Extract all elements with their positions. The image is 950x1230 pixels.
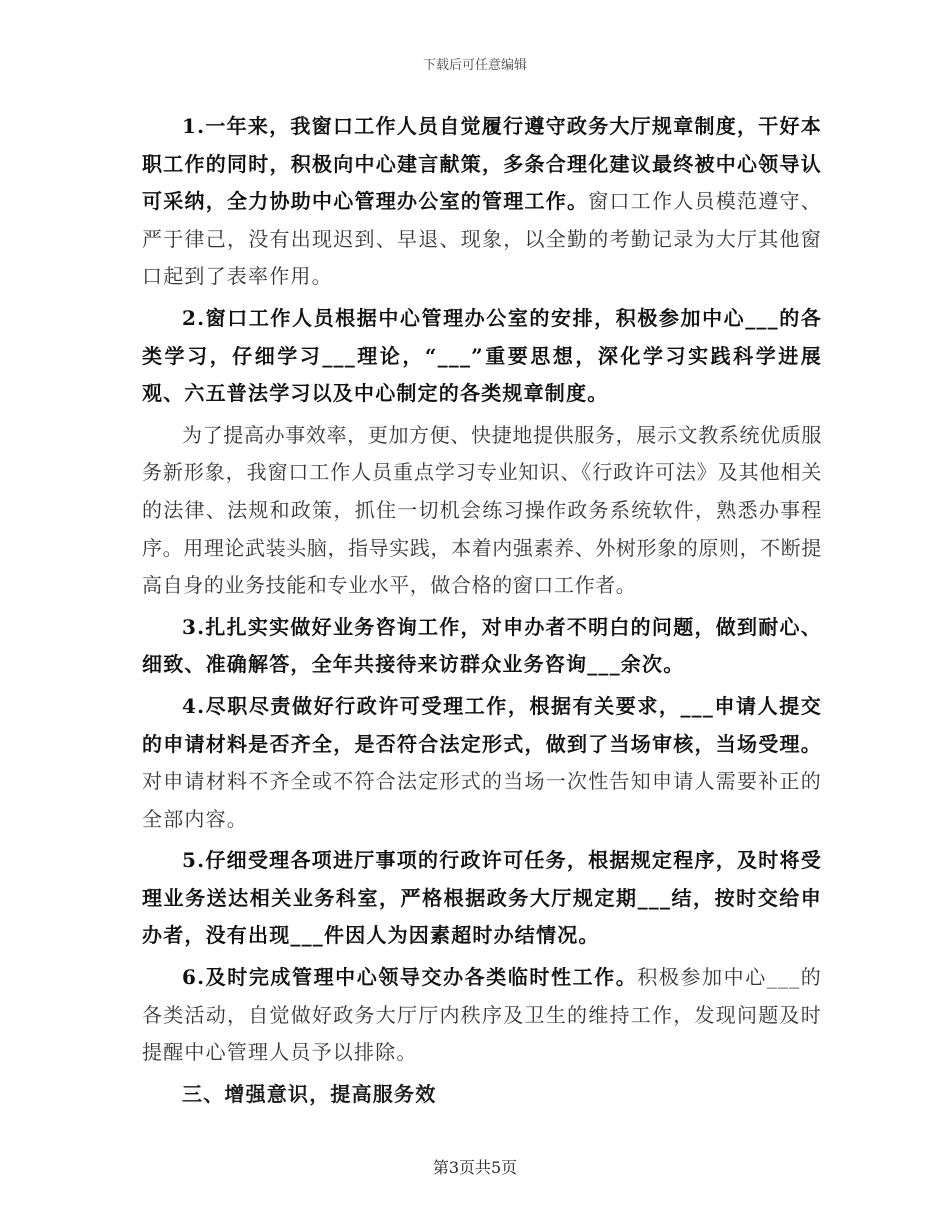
paragraph-7-bold: 6.及时完成管理中心领导交办各类临时性工作。 (182, 965, 638, 990)
paragraph-1 (142, 108, 822, 296)
paragraph-5 (142, 688, 822, 838)
paragraph-3-normal: 为了提高办事效率，更加方便、快捷地提供服务，展示文教系统优质服务新形象，我窗口工作人员重点学习专业知识、《行政许可法》及其他相关的法律、法规和政策，抓住一切机会练习操作政务系统软件，熟悉办事程序。用理论武装头脑，指导实践，本着内强素养、外树形象的原则，不断提高自身的业务技能和专业水平，做合格的窗口工作者。 (142, 422, 822, 598)
document-body (142, 108, 822, 1113)
paragraph-1-bold: 1.一年来，我窗口工作人员自觉履行遵守政务大厅规章制度，干好本职工作的同时，积极向中心建言献策，多条合理化建议最终被中心领导认可采纳，全力协助中心管理办公室的管理工作。 (142, 114, 822, 214)
section-heading: 三、增强意识，提高服务效 (182, 1081, 437, 1106)
paragraph-3 (142, 417, 822, 605)
paragraph-7-normal: 积极参加中心___的各类活动，自觉做好政务大厅厅内秩序及卫生的维持工作，发现问题及时提醒中心管理人员予以排除。 (142, 965, 823, 1065)
paragraph-2-bold: 2.窗口工作人员根据中心管理办公室的安排，积极参加中心___的各类学习，仔细学习___理论，“___”重要思想，深化学习实践科学进展观、六五普法学习以及中心制定的各类规章制度。 (142, 305, 822, 406)
paragraph-4-bold: 3.扎扎实实做好业务咨询工作，对申办者不明白的问题，做到耐心、细致、准确解答，全年共接待来访群众业务咨询___余次。 (142, 614, 822, 677)
page-header: 下载后可任意编辑 (422, 58, 527, 73)
paragraph-7 (142, 959, 822, 1072)
paragraph-2 (142, 300, 822, 413)
paragraph-6-bold: 5.仔细受理各项进厅事项的行政许可任务，根据规定程序，及时将受理业务送达相关业务科室，严格根据政务大厅规定期___结，按时交给申办者，没有出现___件因人为因素超时办结情况。 (142, 848, 822, 948)
paragraph-4 (142, 609, 822, 684)
paragraph-1-normal: 窗口工作人员模范遵守、严于律己，没有出现迟到、早退、现象，以全勤的考勤记录为大厅其他窗口起到了表率作用。 (142, 189, 822, 289)
page-footer: 第3页共5页 (432, 1158, 518, 1177)
paragraph-6 (142, 842, 822, 955)
paragraph-5-normal: 对申请材料不齐全或不符合法定形式的当场一次性告知申请人需要补正的全部内容。 (142, 769, 822, 831)
paragraph-5-bold: 4.尽职尽责做好行政许可受理工作，根据有关要求，___申请人提交的申请材料是否齐全，是否符合法定形式，做到了当场审核，当场受理。 (142, 693, 822, 756)
